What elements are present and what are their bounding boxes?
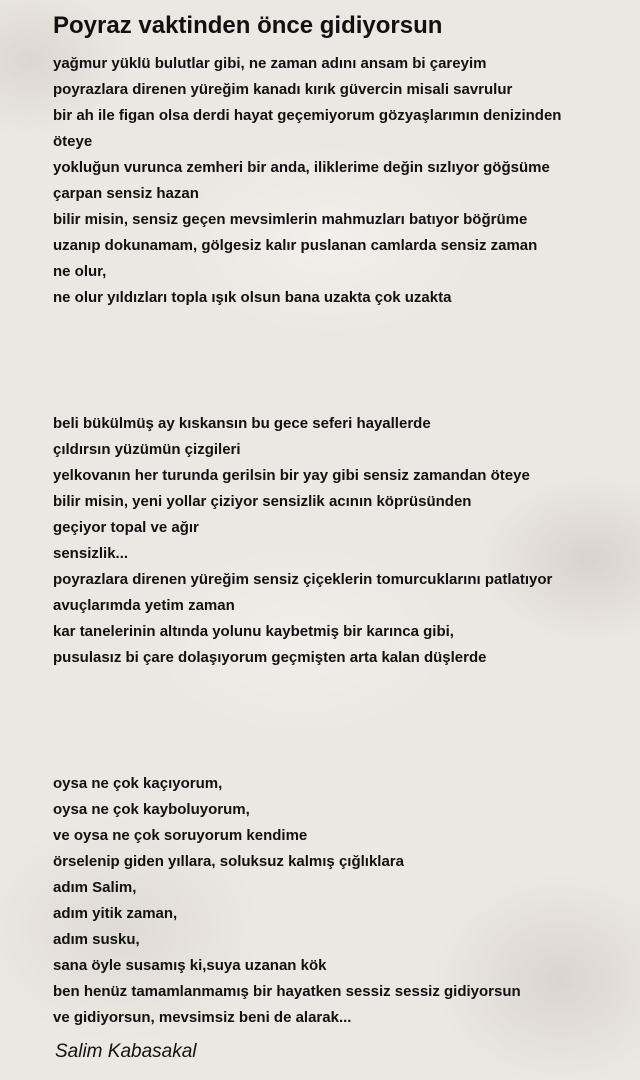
poem-line: beli bükülmüş ay kıskansın bu gece seferi hayallerde: [53, 415, 431, 432]
poem-line: kar tanelerinin altında yolunu kaybetmiş bir karınca gibi,: [53, 623, 454, 640]
stanza-2: [53, 411, 552, 671]
poem-line: oysa ne çok kayboluyorum,: [53, 801, 250, 818]
poem-line: avuçlarımda yetim zaman: [53, 597, 235, 614]
poem-title: Poyraz vaktinden önce gidiyorsun: [53, 12, 443, 39]
poem-line: ben henüz tamamlanmamış bir hayatken sessiz sessiz gidiyorsun: [53, 983, 521, 1000]
poem-line: uzanıp dokunamam, gölgesiz kalır puslanan camlarda sensiz zaman: [53, 237, 538, 254]
poem-author: Salim Kabasakal: [55, 1041, 197, 1062]
poem-line: adım Salim,: [53, 879, 137, 896]
poem-line: adım yitik zaman,: [53, 905, 178, 922]
poem-line: çıldırsın yüzümün çizgileri: [53, 441, 241, 458]
poem-line: yokluğun vurunca zemheri bir anda, iliklerime değin sızlıyor göğsüme: [53, 159, 550, 176]
poem-line: ve oysa ne çok soruyorum kendime: [53, 827, 308, 844]
poem-line: poyrazlara direnen yüreğim sensiz çiçeklerin tomurcuklarını patlatıyor: [53, 571, 553, 588]
poem-line: ne olur yıldızları topla ışık olsun bana uzakta çok uzakta: [53, 289, 452, 306]
poem-line: yelkovanın her turunda gerilsin bir yay gibi sensiz zamandan öteye: [53, 467, 530, 484]
poem-line: adım susku,: [53, 931, 140, 948]
poem-line: sensizlik...: [53, 545, 129, 562]
poem-line: poyrazlara direnen yüreğim kanadı kırık güvercin misali savrulur: [53, 81, 513, 98]
poem-line: oysa ne çok kaçıyorum,: [53, 775, 223, 792]
poem-line: sana öyle susamış ki,suya uzanan kök: [53, 957, 327, 974]
poem-line: örselenip giden yıllara, soluksuz kalmış çığlıklara: [53, 853, 404, 870]
stanza-1: [53, 51, 561, 311]
poem-line: pusulasız bi çare dolaşıyorum geçmişten arta kalan düşlerde: [53, 649, 487, 666]
poem-line: bilir misin, yeni yollar çiziyor sensizlik acının köprüsünden: [53, 493, 472, 510]
stanza-3: [53, 771, 521, 1031]
poem-line: yağmur yüklü bulutlar gibi, ne zaman adını ansam bi çareyim: [53, 55, 487, 72]
poem-line: öteye: [53, 133, 93, 150]
poem-line: ne olur,: [53, 263, 107, 280]
poem-line: çarpan sensiz hazan: [53, 185, 199, 202]
poem-line: bilir misin, sensiz geçen mevsimlerin mahmuzları batıyor böğrüme: [53, 211, 528, 228]
poem-line: geçiyor topal ve ağır: [53, 519, 199, 536]
poem-line: ve gidiyorsun, mevsimsiz beni de alarak...: [53, 1009, 352, 1026]
poem-line: bir ah ile figan olsa derdi hayat geçemiyorum gözyaşlarımın denizinden: [53, 107, 562, 124]
